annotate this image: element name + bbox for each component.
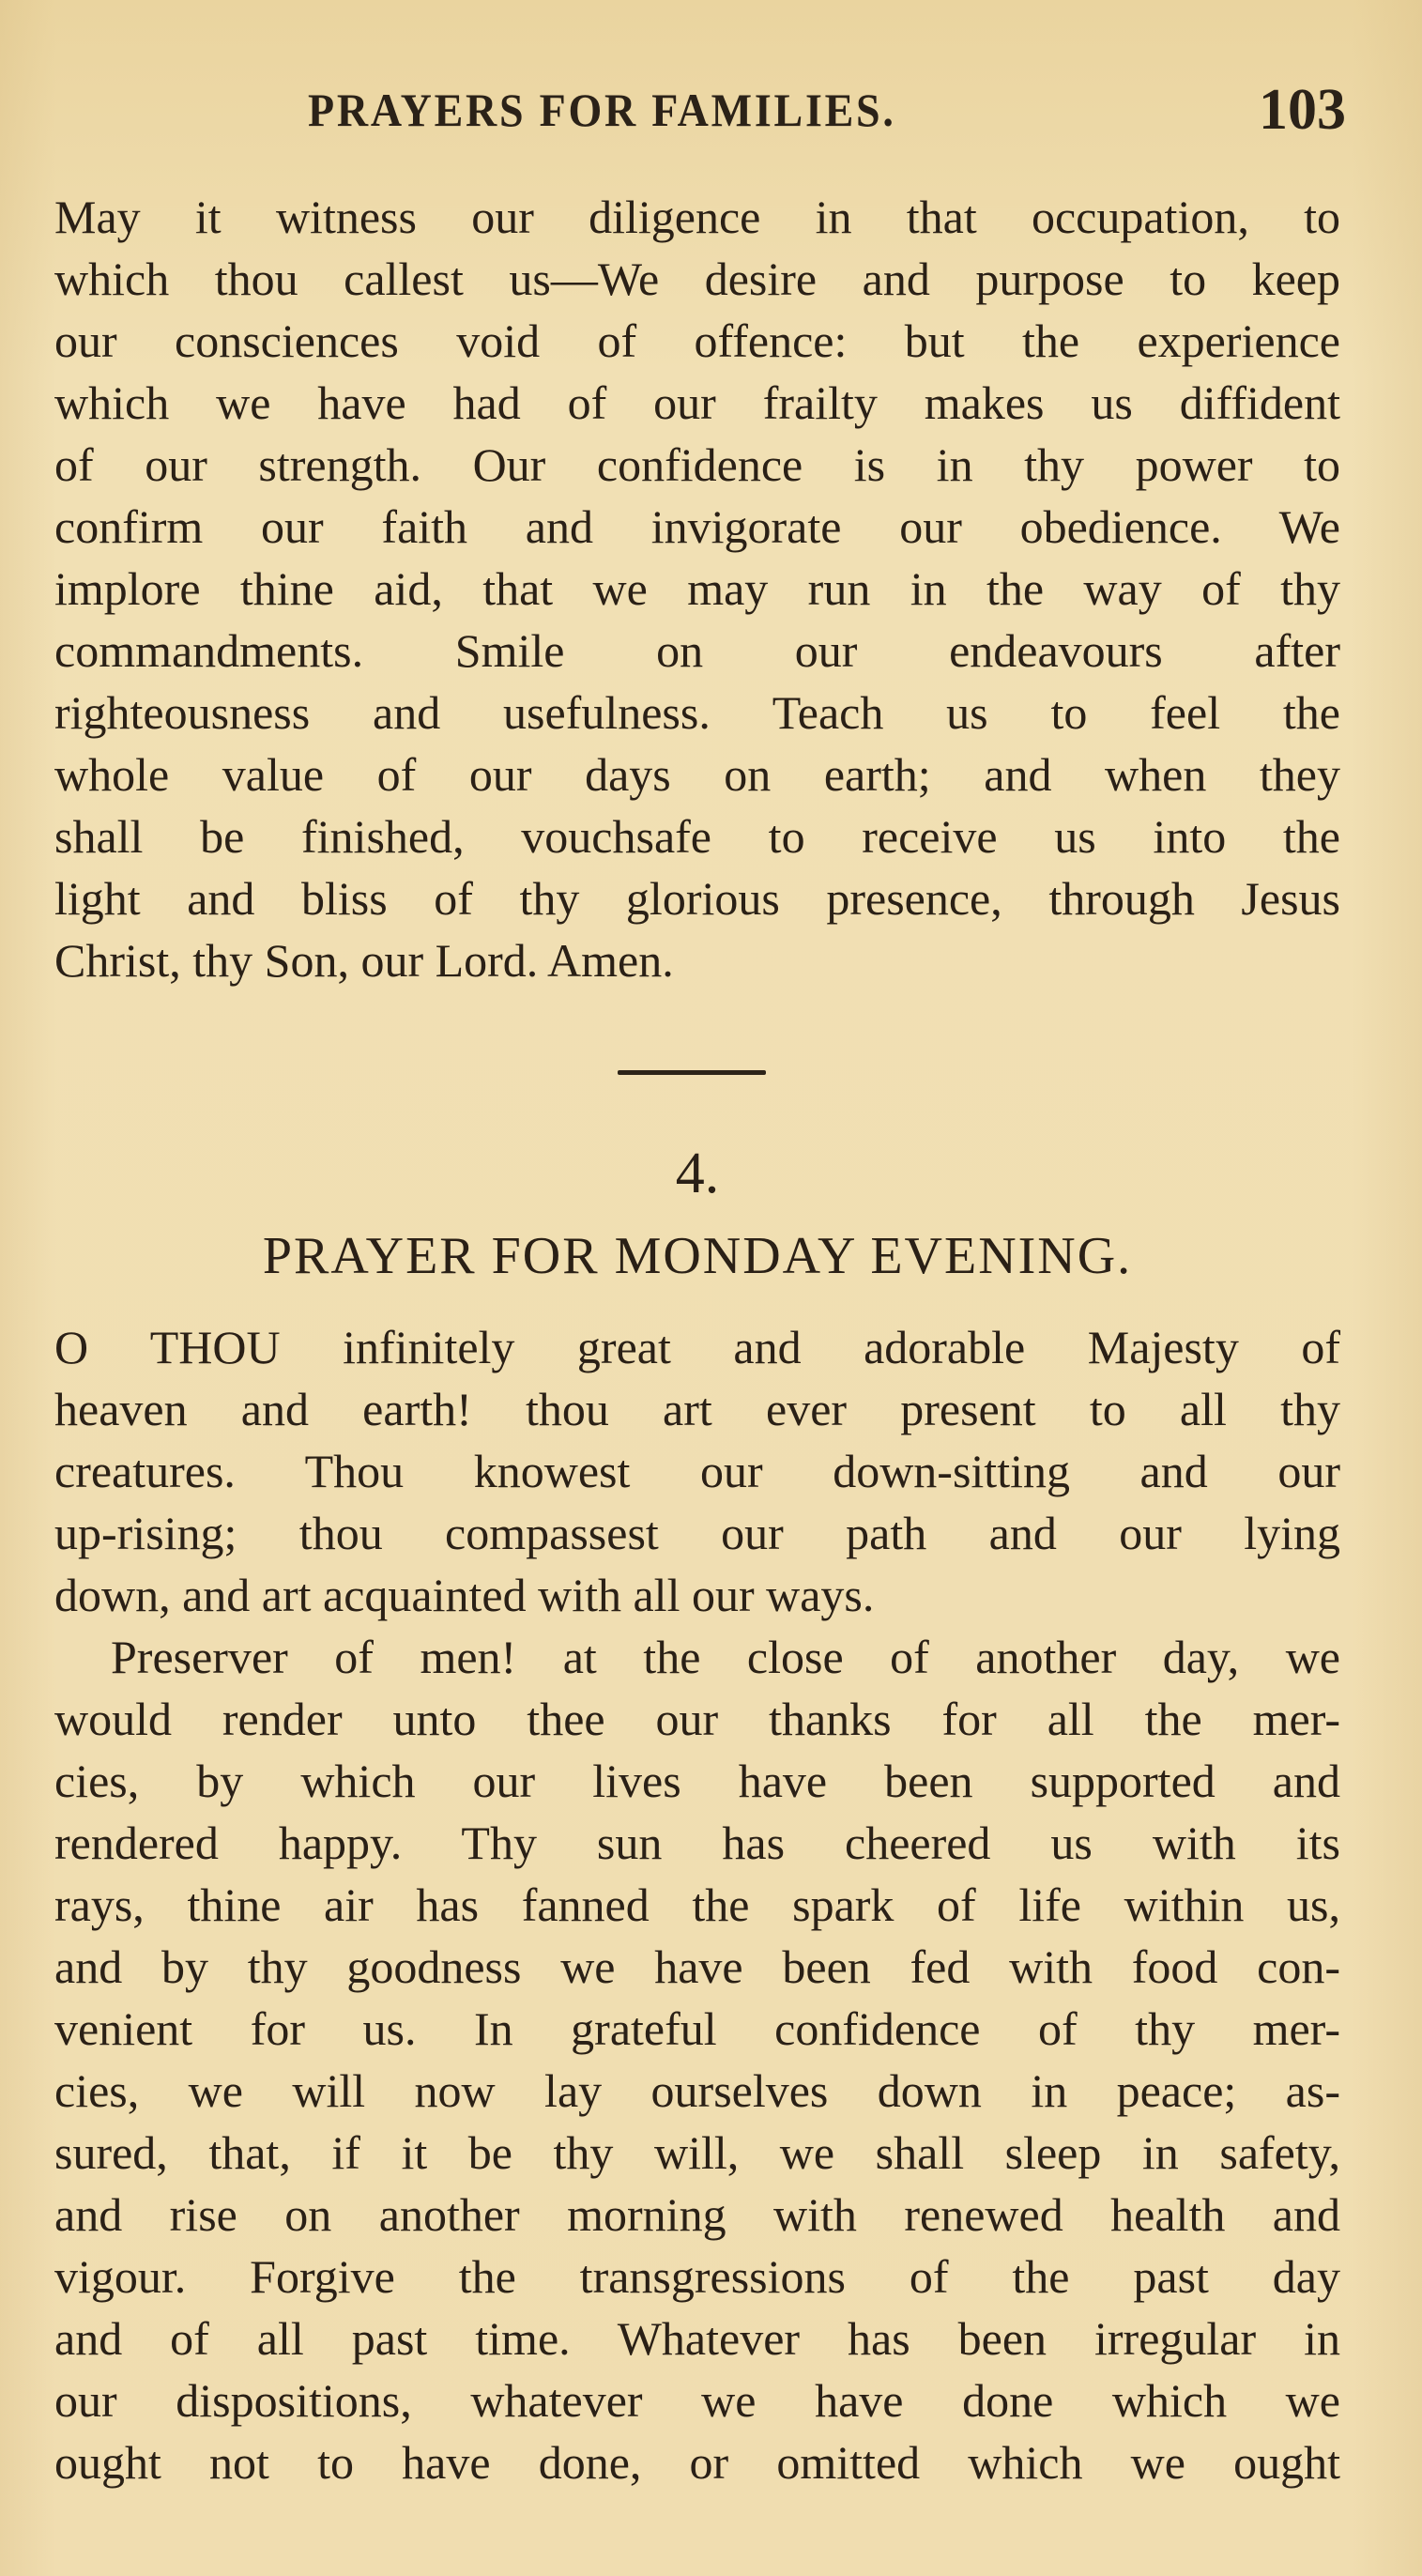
continued-prayer-text	[54, 186, 1340, 991]
text-line: venient for us. In grateful confidence of thy mer-	[54, 2002, 1340, 2055]
running-header	[54, 78, 1346, 148]
text-line: and by thy goodness we have been fed with food con-	[54, 1940, 1340, 1993]
section-number: 4.	[675, 1142, 720, 1205]
text-line: our dispositions, whatever we have done which we	[54, 2374, 1340, 2427]
text-line: which we have had of our frailty makes us diffident	[54, 376, 1340, 429]
section-divider-rule	[618, 1070, 766, 1075]
text-line: whole value of our days on earth; and when they	[54, 748, 1340, 801]
text-line: light and bliss of thy glorious presence, through Jesus	[54, 872, 1340, 925]
text-line: Christ, thy Son, our Lord. Amen.	[54, 934, 674, 987]
text-line: up-rising; thou compassest our path and our lying	[54, 1507, 1340, 1559]
text-line: of our strength. Our confidence is in thy power to	[54, 438, 1340, 491]
text-line: would render unto thee our thanks for all the mer-	[54, 1693, 1340, 1745]
text-line: down, and art acquainted with all our ways.	[54, 1569, 875, 1621]
text-line: heaven and earth! thou art ever present to all thy	[54, 1383, 1340, 1435]
page-number: 103	[1259, 78, 1346, 142]
text-line: shall be finished, vouchsafe to receive us into the	[54, 810, 1340, 863]
text-line: rendered happy. Thy sun has cheered us with its	[54, 1817, 1340, 1869]
text-line: sured, that, if it be thy will, we shall sleep in safety,	[54, 2126, 1340, 2179]
section-title: PRAYER FOR MONDAY EVENING.	[262, 1227, 1133, 1285]
text-line: cies, by which our lives have been supported and	[54, 1755, 1340, 1807]
text-line: creatures. Thou knowest our down-sitting and our	[54, 1445, 1340, 1497]
text-line: confirm our faith and invigorate our obedience. We	[54, 500, 1340, 553]
monday-evening-prayer-text	[54, 1316, 1340, 2493]
text-line: which thou callest us—We desire and purpose to keep	[54, 253, 1340, 305]
text-line: O THOU infinitely great and adorable Majesty of	[54, 1321, 1340, 1373]
text-line: vigour. Forgive the transgressions of the past day	[54, 2250, 1340, 2303]
text-line: righteousness and usefulness. Teach us to feel the	[54, 686, 1340, 739]
text-line: cies, we will now lay ourselves down in peace; as-	[54, 2064, 1340, 2117]
text-line: our consciences void of offence: but the experience	[54, 314, 1340, 367]
text-line: May it witness our diligence in that occupation, to	[54, 191, 1340, 243]
text-line: rays, thine air has fanned the spark of life within us,	[54, 1878, 1340, 1931]
text-line: and rise on another morning with renewed health and	[54, 2188, 1340, 2241]
text-line: implore thine aid, that we may run in the way of thy	[54, 562, 1340, 615]
text-line: ought not to have done, or omitted which we ought	[54, 2436, 1340, 2489]
text-line: Preserver of men! at the close of another day, we	[111, 1631, 1340, 1683]
running-title: PRAYERS FOR FAMILIES.	[308, 84, 896, 136]
text-line: and of all past time. Whatever has been irregular in	[54, 2312, 1340, 2365]
text-line: commandments. Smile on our endeavours after	[54, 624, 1340, 677]
